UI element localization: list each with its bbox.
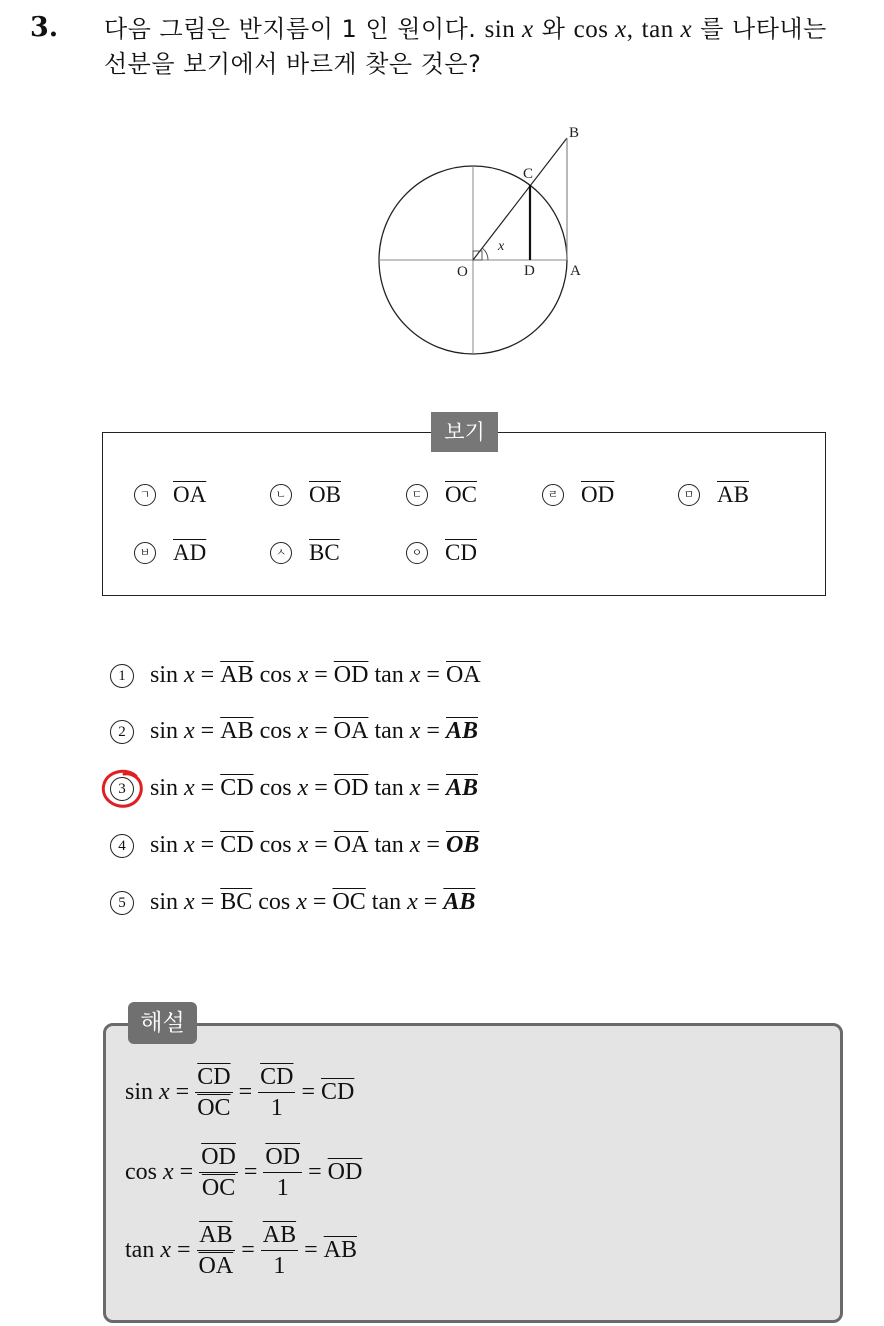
bogi-item: ㅁ $\overline{AB}$ xyxy=(678,482,749,508)
answer-choice-4[interactable]: 4 sin x = $\overline{CD}$ cos x = $\overline{OA}$ tan x = $\overline{OB}$ xyxy=(110,832,479,859)
bogi-label: 보기 xyxy=(431,412,498,452)
bogi-item: ㄹ $\overline{OD}$ xyxy=(542,482,614,508)
bogi-item: ㅅ $\overline{BC}$ xyxy=(270,540,340,566)
solution-line-cos: cos x = $\frac{\overline{OD}}{OC}$ = $\frac{\overline{OD}}{1}$ = $\overline{OD}$ xyxy=(125,1144,363,1201)
answer-choice-3[interactable]: 3 sin x = $\overline{CD}$ cos x = $\overline{OD}$ tan x = $\overline{AB}$ xyxy=(110,775,478,802)
bogi-box xyxy=(102,432,826,596)
answer-choice-5[interactable]: 5 sin x = $\overline{BC}$ cos x = $\overline{OC}$ tan x = $\overline{AB}$ xyxy=(110,889,475,916)
question-line-1: 다음 그림은 반지름이 1 인 원이다. sin x 와 cos x, tan x 를 나타내는 xyxy=(104,15,827,43)
bogi-item: ㄴ $\overline{OB}$ xyxy=(270,482,341,508)
answer-choice-1[interactable]: 1 sin x = $\overline{AB}$ cos x = $\overline{OD}$ tan x = $\overline{OA}$ xyxy=(110,662,481,689)
answer-mark-circle xyxy=(100,768,146,810)
segment-OB xyxy=(473,138,567,260)
point-label-A: A xyxy=(570,263,581,279)
solution-label: 해설 xyxy=(128,1002,197,1044)
question-text xyxy=(104,12,827,81)
bogi-item: ㅂ $\overline{AD}$ xyxy=(134,540,206,566)
unit-circle-figure xyxy=(360,115,600,365)
angle-arc xyxy=(482,248,488,260)
solution-line-sin: sin x = $\frac{\overline{CD}}{OC}$ = $\frac{\overline{CD}}{1}$ = $\overline{CD}$ xyxy=(125,1064,355,1121)
answer-choice-2[interactable]: 2 sin x = $\overline{AB}$ cos x = $\overline{OA}$ tan x = $\overline{AB}$ xyxy=(110,718,478,745)
point-label-B: B xyxy=(569,125,580,141)
bogi-item: ㄱ $\overline{OA}$ xyxy=(134,482,206,508)
question-line-2: 선분을 보기에서 바르게 찾은 것은? xyxy=(104,50,482,78)
point-label-C: C xyxy=(523,166,534,182)
point-label-O: O xyxy=(457,264,468,280)
point-label-D: D xyxy=(524,263,535,279)
bogi-item: ㅇ $\overline{CD}$ xyxy=(406,540,477,566)
solution-line-tan: tan x = $\frac{\overline{AB}}{OA}$ = $\frac{\overline{AB}}{1}$ = $\overline{AB}$ xyxy=(125,1222,357,1279)
bogi-item: ㄷ $\overline{OC}$ xyxy=(406,482,477,508)
angle-label: x xyxy=(498,239,505,254)
question-number: 3. xyxy=(30,12,59,43)
